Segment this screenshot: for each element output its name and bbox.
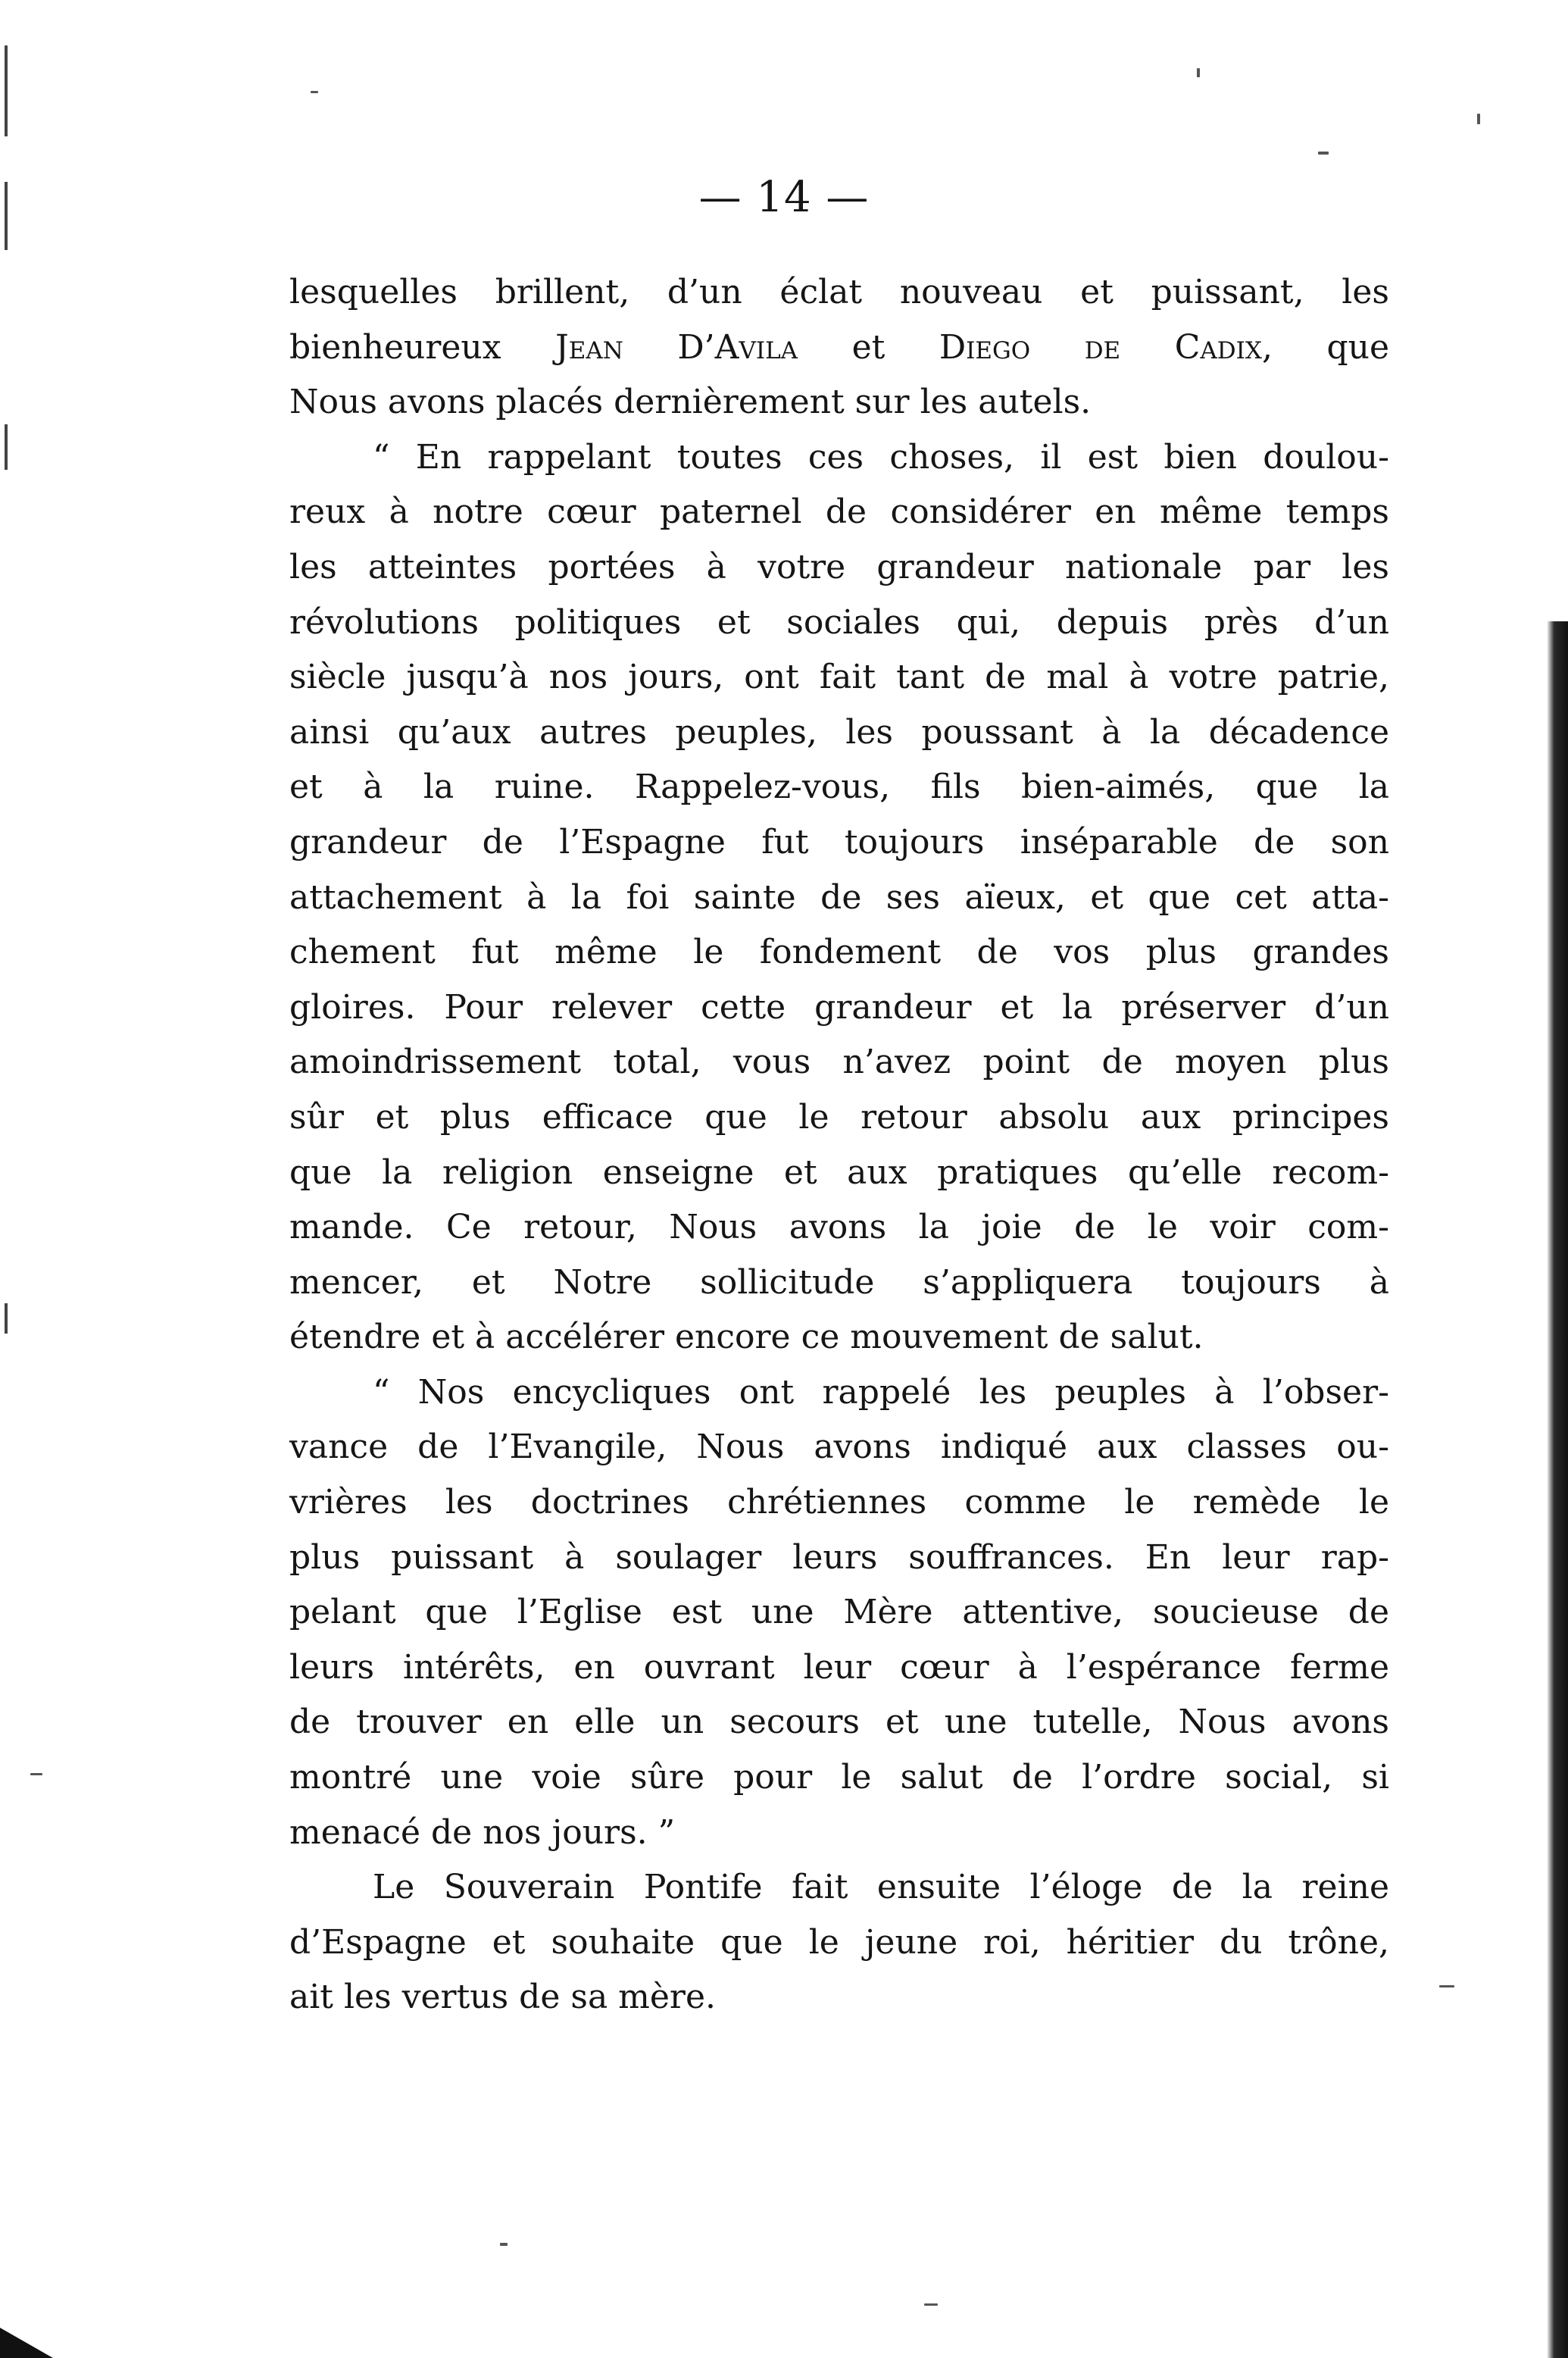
text-segment: menacé de nos jours. ”: [289, 1812, 676, 1852]
text-line: [289, 1640, 1389, 1696]
text-segment: d’Espagne et souhaite que le jeune roi, héritier du trône,: [289, 1922, 1389, 1962]
text-segment: montré une voie sûre pour le salut de l’ordre social, si: [289, 1758, 1389, 1797]
text-line: [289, 1365, 1389, 1421]
scan-edge-shadow: [1547, 621, 1568, 2358]
text-line: [289, 1585, 1389, 1640]
text-line: [289, 1200, 1389, 1256]
text-line: [289, 1970, 1389, 2025]
text-segment: et à la ruine. Rappelez-vous, fils bien-aimés, que la: [289, 768, 1389, 807]
text-segment: leurs intérêts, en ouvrant leur cœur à l’espérance ferme: [289, 1647, 1389, 1687]
text-segment: vrières les doctrines chrétiennes comme le remède le: [289, 1483, 1389, 1522]
text-line: [289, 705, 1389, 761]
scan-speck: [1439, 1985, 1454, 1987]
text-line: [289, 1695, 1389, 1750]
small-caps-name: Avila: [714, 327, 798, 367]
scan-speck: [311, 91, 318, 93]
scan-speck: [30, 1773, 42, 1775]
scan-speck: [5, 182, 8, 250]
text-line: [289, 815, 1389, 871]
text-line: [289, 760, 1389, 815]
text-line: [289, 1256, 1389, 1311]
scan-speck: [5, 1303, 8, 1334]
text-segment: révolutions politiques et sociales qui, depuis près d’un: [289, 602, 1389, 642]
text-line: [289, 1531, 1389, 1586]
text-segment: ainsi qu’aux autres peuples, les poussant à la décadence: [289, 712, 1389, 752]
scan-speck: [1197, 68, 1200, 77]
text-line: [289, 980, 1389, 1036]
text-line: [289, 1035, 1389, 1090]
text-line: [289, 265, 1389, 321]
text-line: [289, 1475, 1389, 1531]
text-segment: “ Nos encycliques ont rappelé les peuples à l’obser-: [373, 1372, 1389, 1412]
text-segment: reux à notre cœur paternel de considérer en même temps: [289, 493, 1389, 532]
scan-speck: [500, 2243, 508, 2246]
text-segment: amoindrissement total, vous n’avez point de moyen plus: [289, 1043, 1389, 1082]
text-line: [289, 596, 1389, 651]
text-line: [289, 1310, 1389, 1365]
text-segment: et: [798, 327, 939, 367]
text-segment: D’: [623, 327, 715, 367]
text-line: [289, 1806, 1389, 1861]
text-line: [289, 650, 1389, 705]
text-segment: plus puissant à soulager leurs souffrances. En leur rap-: [289, 1537, 1389, 1577]
small-caps-name: Jean: [555, 327, 623, 367]
text-segment: gloires. Pour relever cette grandeur et la préserver d’un: [289, 987, 1389, 1027]
text-segment: pelant que l’Eglise est une Mère attentive, soucieuse de: [289, 1593, 1389, 1632]
scan-speck: [1318, 152, 1329, 155]
text-segment: étendre et à accélérer encore ce mouvement de salut.: [289, 1318, 1204, 1357]
text-segment: chement fut même le fondement de vos plus grandes: [289, 933, 1389, 972]
text-line: [289, 925, 1389, 980]
text-segment: que la religion enseigne et aux pratiques qu’elle recom-: [289, 1152, 1389, 1192]
scan-speck: [5, 424, 8, 470]
text-segment: , que: [1261, 327, 1390, 367]
body-text: [289, 265, 1389, 2025]
text-segment: lesquelles brillent, d’un éclat nouveau et puissant, les: [289, 273, 1389, 311]
text-segment: sûr et plus efficace que le retour absolu aux principes: [289, 1097, 1389, 1137]
text-line: [289, 540, 1389, 596]
text-line: [289, 1860, 1389, 1915]
text-segment: grandeur de l’Espagne fut toujours inséparable de son: [289, 822, 1389, 862]
text-line: [289, 321, 1389, 376]
text-line: [289, 1090, 1389, 1146]
text-line: [289, 1750, 1389, 1806]
text-line: [289, 375, 1389, 430]
text-segment: “ En rappelant toutes ces choses, il est bien doulou-: [373, 437, 1389, 477]
text-segment: Le Souverain Pontife fait ensuite l’éloge de la reine: [373, 1868, 1389, 1907]
text-segment: de trouver en elle un secours et une tutelle, Nous avons: [289, 1703, 1389, 1742]
text-segment: mande. Ce retour, Nous avons la joie de le voir com-: [289, 1208, 1389, 1247]
scan-speck: [1477, 114, 1480, 124]
text-line: [289, 430, 1389, 486]
text-segment: vance de l’Evangile, Nous avons indiqué aux classes ou-: [289, 1428, 1389, 1467]
text-segment: mencer, et Notre sollicitude s’appliquera toujours à: [289, 1262, 1389, 1302]
text-segment: les atteintes portées à votre grandeur nationale par les: [289, 547, 1389, 586]
text-line: [289, 1420, 1389, 1475]
page-number: — 14 —: [698, 173, 870, 222]
text-line: [289, 1146, 1389, 1201]
text-segment: Nous avons placés dernièrement sur les autels.: [289, 383, 1092, 422]
scan-speck: [5, 45, 8, 136]
text-line: [289, 1915, 1389, 1971]
small-caps-name: Diego de Cadix: [939, 327, 1262, 367]
text-segment: bienheureux: [289, 327, 556, 367]
text-segment: ait les vertus de sa mère.: [289, 1978, 716, 2017]
text-segment: attachement à la foi sainte de ses aïeux, et que cet atta-: [289, 877, 1389, 917]
scan-speck: [924, 2303, 938, 2306]
text-line: [289, 871, 1389, 926]
text-segment: siècle jusqu’à nos jours, ont fait tant de mal à votre patrie,: [289, 658, 1389, 697]
text-line: [289, 485, 1389, 540]
scan-corner-mark: [0, 2328, 53, 2358]
